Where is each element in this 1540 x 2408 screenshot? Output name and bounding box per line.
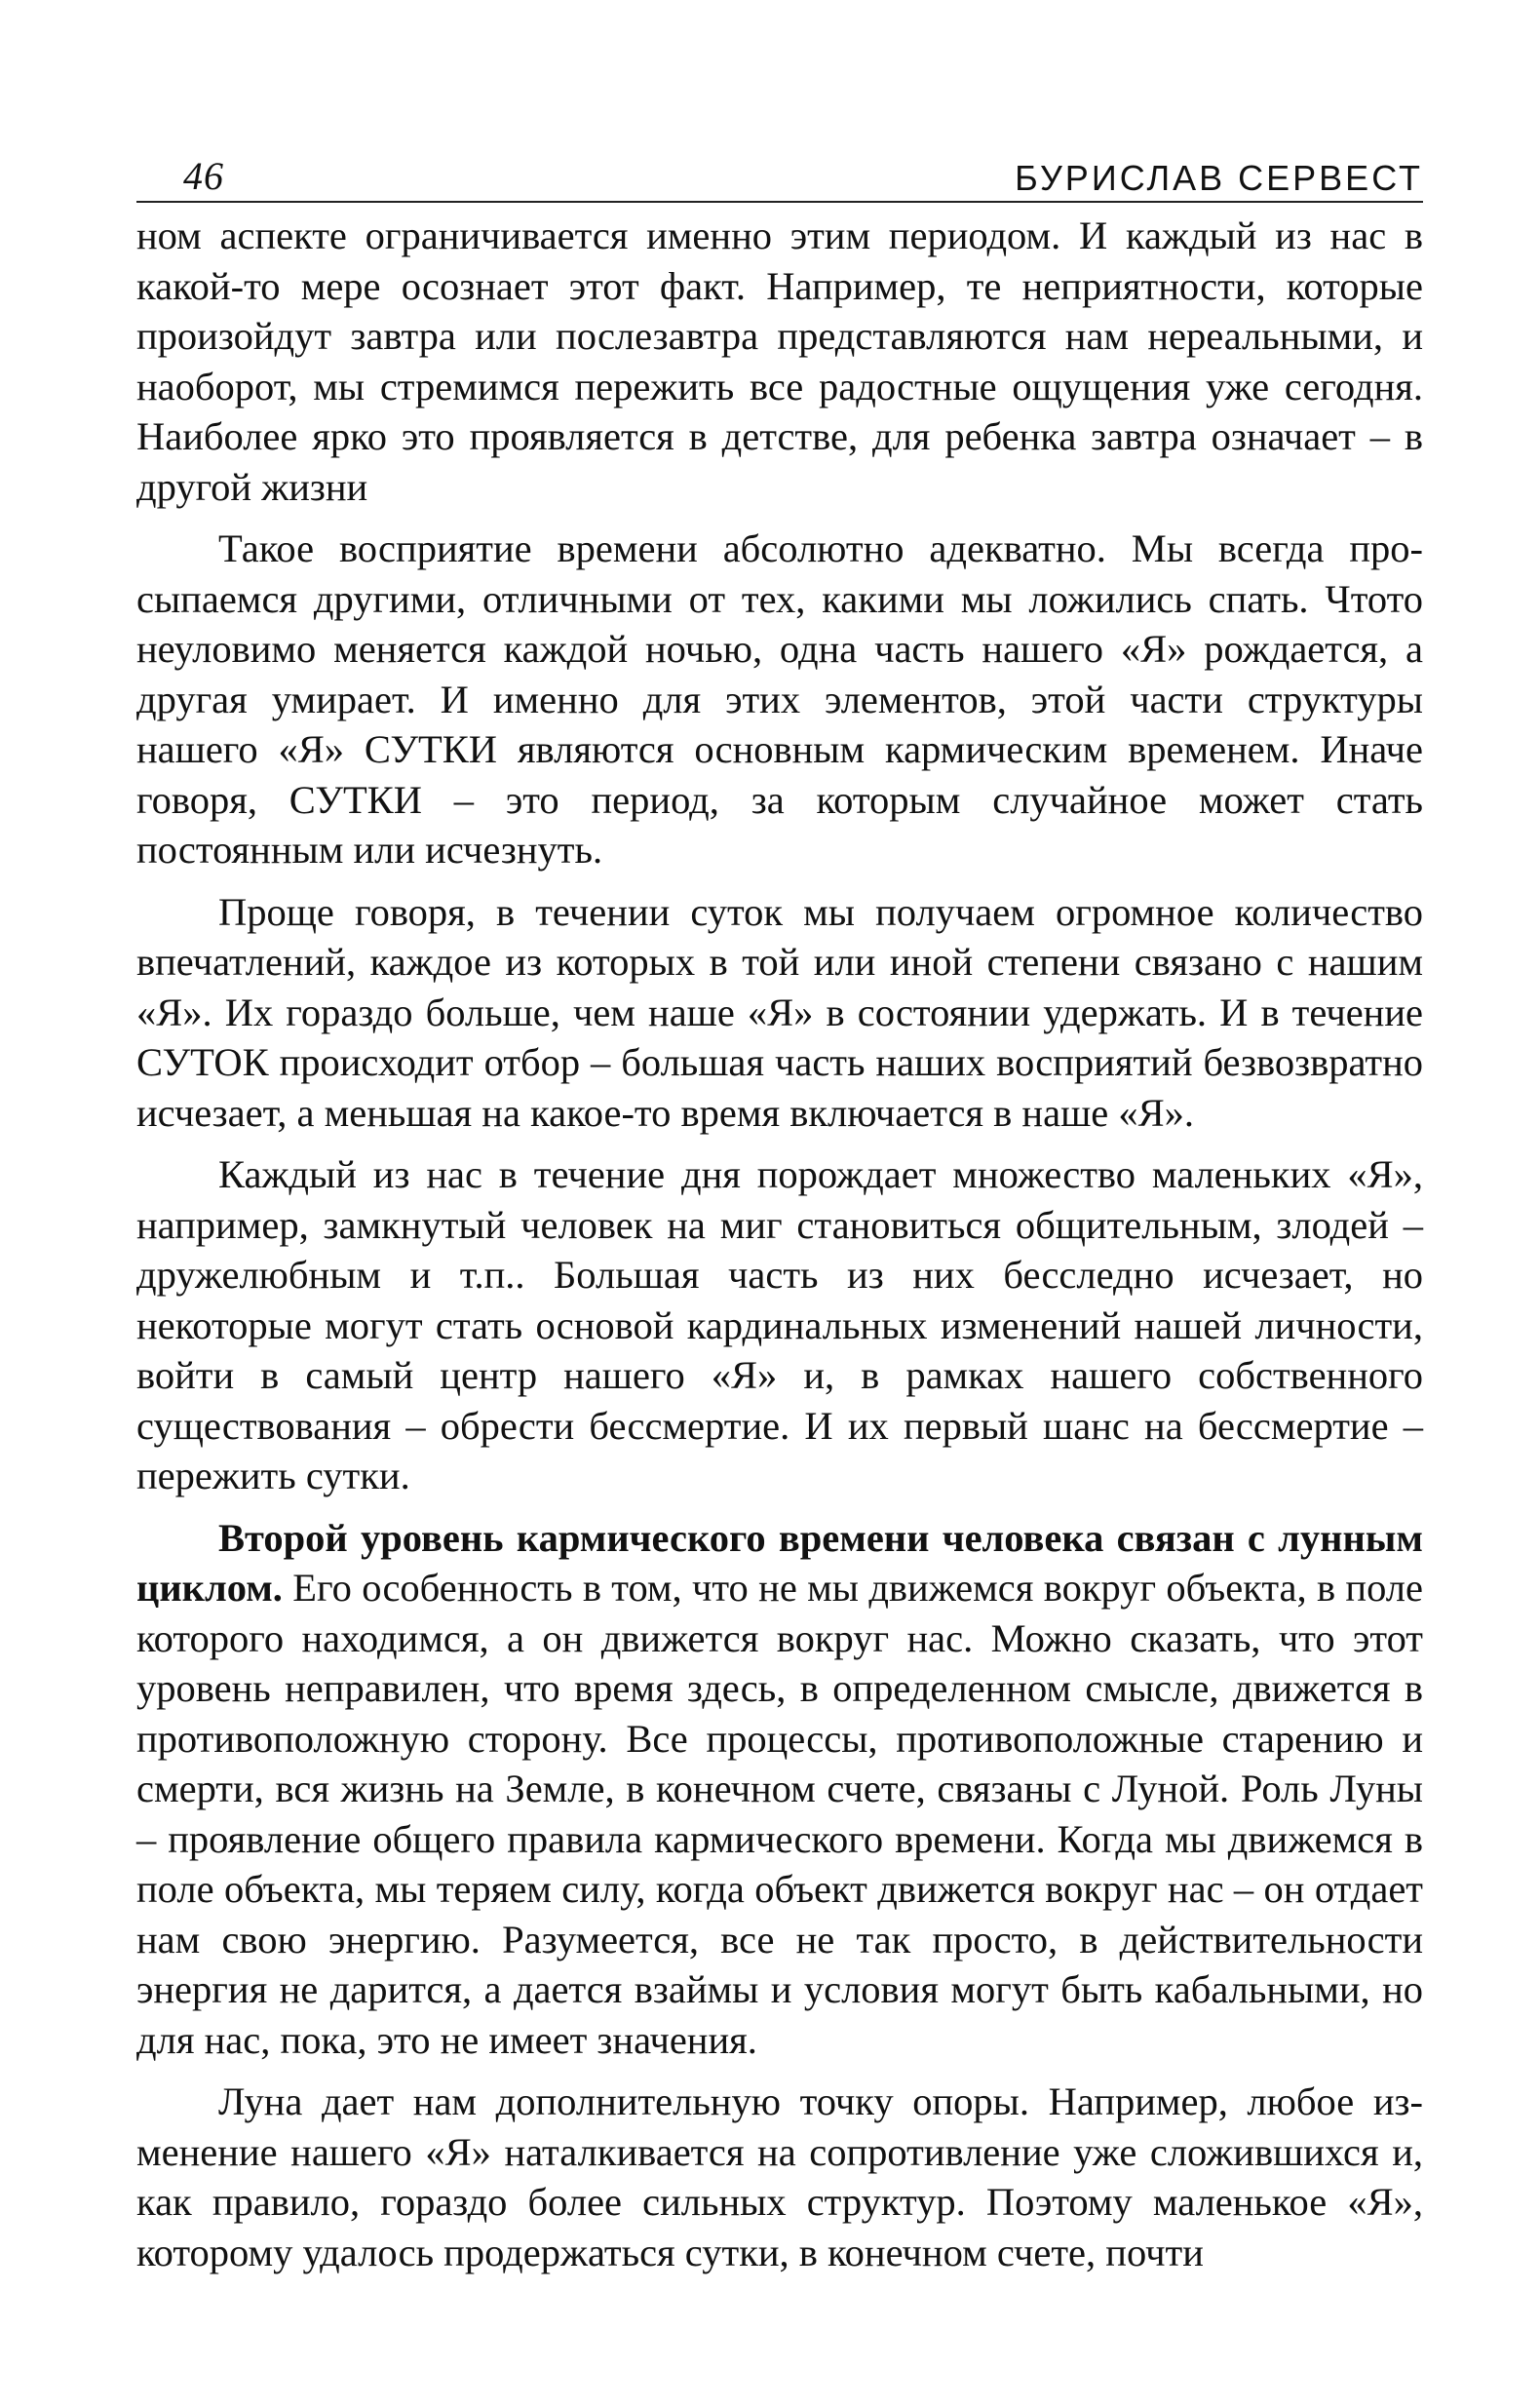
paragraph-1: ном аспекте ограничивается именно этим периодом. И каждый из нас в какой-то мере осознает этот факт. Например, те неприятности, которые произойдут завтра или послезавтра представляются нам нереальными, и наоборот, мы стремимся пережить все радостные ощущения уже сегодня. Наиболее ярко это проявляется в детстве, для ребенка завтра означает – в другой жизни — [136, 214, 1423, 509]
body-text — [136, 211, 1423, 2277]
running-header — [136, 146, 1423, 203]
paragraph-5 — [136, 1513, 1423, 2066]
paragraph-3: Проще говоря, в течении суток мы получаем огромное количество впечатлений, каждое из которых в той или иной степени связано с нашим «Я». Их гораздо больше, чем наше «Я» в состоянии удержать. И в течение СУТОК происходит отбор – большая часть наших восприятий безвозвратно исчезает, а меньшая на какое-то время включается в наше «Я». — [136, 889, 1423, 1135]
running-title-author: БУРИСЛАВ СЕРВЕСТ — [1015, 158, 1423, 198]
paragraph-4: Каждый из нас в течение дня порождает множество маленьких «Я», например, замкнутый человек на миг становиться общительным, злодей – дружелюбным и т.п.. Большая часть из них бесследно исчезает, но некоторые могут стать основой кардинальных изменений нашей личности, войти в самый центр нашего «Я» и, в рамках нашего собственного существования – обрести бессмертие. И их первый шанс на бессмертие – пережить сутки. — [136, 1152, 1423, 1497]
paragraph-2: Такое восприятие времени абсолютно адекватно. Мы всегда просыпаемся другими, отличными от тех, какими мы ложились спать. Чтото неуловимо меняется каждой ночью, одна часть нашего «Я» рождается, а другая умирает. И именно для этих элементов, этой части структуры нашего «Я» СУТКИ являются основным кармическим временем. Иначе говоря, СУТКИ – это период, за которым случайное может стать постоянным или исчезнуть. — [136, 526, 1423, 872]
book-page — [136, 146, 1423, 2289]
paragraph-6: Луна дает нам дополнительную точку опоры. Например, любое изменение нашего «Я» наталкивается на сопротивление уже сложившихся и, как правило, гораздо более сильных структур. Поэтому маленькое «Я», которому удалось продержаться сутки, в конечном счете, почти — [136, 2079, 1423, 2274]
paragraph-5-bold-lead: Второй уровень кармического времени человека связан с лунным циклом. — [136, 1515, 1423, 1610]
page-number: 46 — [183, 154, 224, 198]
paragraph-5-body: Его особенность в том, что не мы движемся вокруг объекта, в поле которого находимся, а он движется вокруг нас. Можно сказать, что этот уровень неправилен, что время здесь, в определенном смысле, движется в противоположную сторону. Все процессы, противоположные старению и смерти, вся жизнь на Земле, в конечном счете, связаны с Луной. Роль Луны – проявление общего правила кармического времени. Когда мы движемся в поле объекта, мы теряем силу, когда объект движется вокруг нас – он отдает нам свою энергию. Разумеется, все не так просто, в действительности энергия не дарится, а дается взаймы и условия могут быть кабальными, но для нас, пока, это не имеет значения. — [136, 1566, 1423, 2062]
